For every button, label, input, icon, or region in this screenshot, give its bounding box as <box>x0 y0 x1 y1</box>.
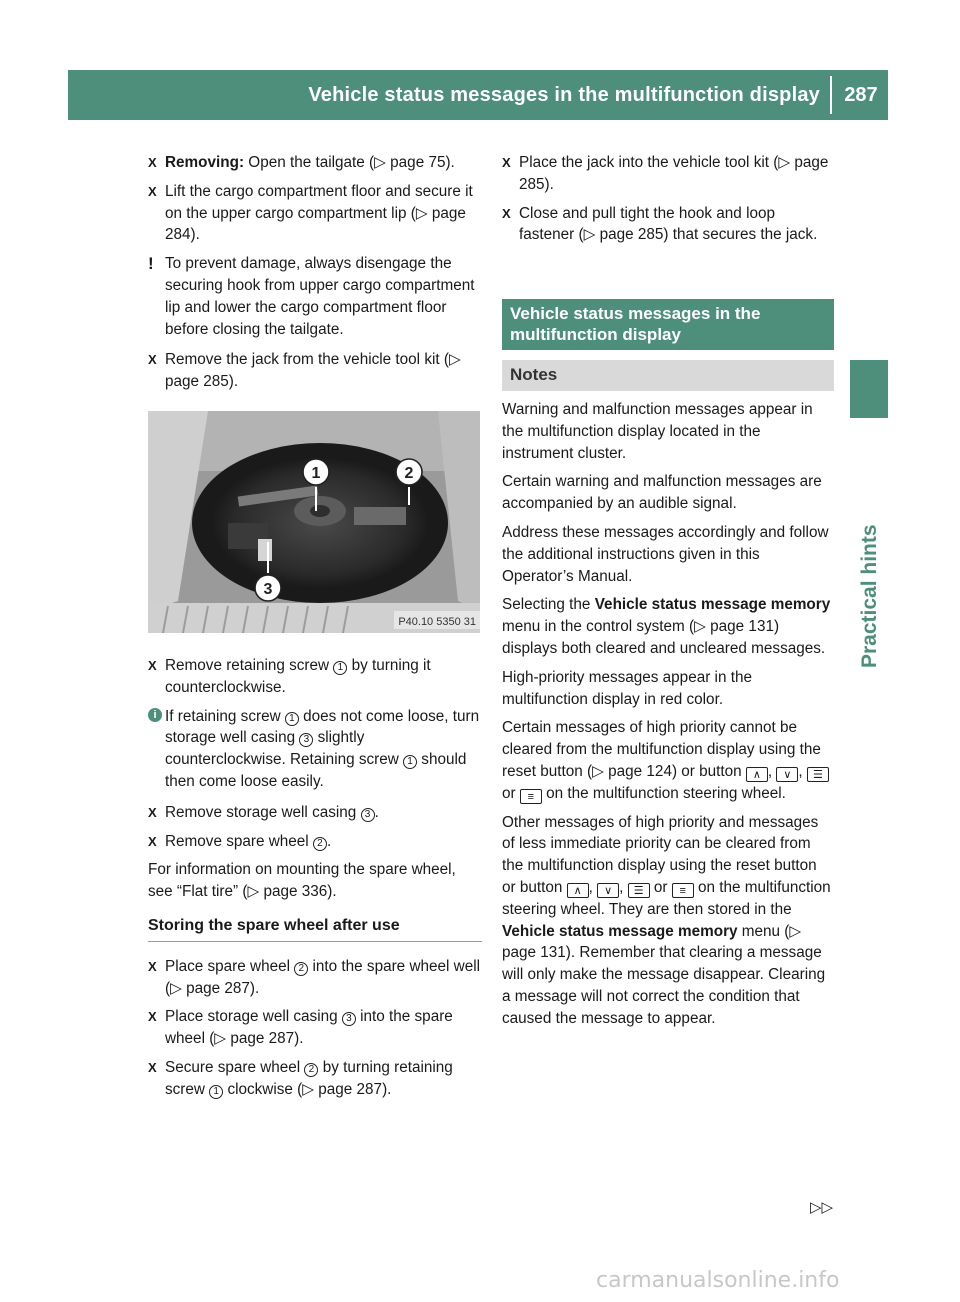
step-text: by turning it counterclockwise. <box>165 656 431 696</box>
step-text: Remove the jack from the vehicle tool kit (▷ page 285). <box>165 351 461 391</box>
step-secure-wheel <box>148 1057 482 1101</box>
phone-accept-icon: ☰ <box>628 883 650 898</box>
text: , <box>588 878 598 896</box>
flat-tire-paragraph: For information on mounting the spare wheel, see “Flat tire” (▷ page 336). <box>148 861 456 901</box>
text: or <box>649 878 672 896</box>
paragraph <box>502 594 834 659</box>
step-marker-icon: X <box>148 1009 157 1025</box>
photo-code: P40.10 5350 31 <box>398 615 476 628</box>
step-remove-jack <box>148 349 482 393</box>
step-text: Place storage well casing <box>165 1008 342 1026</box>
phone-end-icon: ≡ <box>672 883 694 898</box>
step-text: Remove retaining screw <box>165 656 334 674</box>
callout-3: 3 <box>263 580 273 598</box>
step-marker-icon: X <box>148 958 157 974</box>
paragraph <box>502 812 834 1030</box>
step-close-fastener <box>502 203 834 247</box>
down-button-icon: ∨ <box>776 767 798 782</box>
header-bar <box>68 70 888 120</box>
step-text: Remove spare wheel <box>165 832 313 850</box>
callout-ref: 1 <box>403 755 417 769</box>
step-place-jack <box>502 152 834 196</box>
step-text: Place spare wheel <box>165 957 295 975</box>
info-text: slightly counterclockwise. Retaining screw <box>165 729 404 769</box>
warning-note <box>148 253 482 340</box>
step-text: into the spare wheel (▷ page 287). <box>165 1008 453 1048</box>
step-remove-screw <box>148 655 482 699</box>
callout-ref: 3 <box>361 808 375 822</box>
phone-accept-icon: ☰ <box>807 767 829 782</box>
step-marker-icon: X <box>148 183 157 199</box>
callout-ref: 2 <box>304 1063 318 1077</box>
text: , <box>798 762 807 780</box>
paragraph: Certain warning and malfunction messages are accompanied by an audible signal. <box>502 473 822 513</box>
step-text: Secure spare wheel <box>165 1058 305 1076</box>
step-text: Close and pull tight the hook and loop fastener (▷ page 285) that secures the jack. <box>519 204 818 244</box>
down-button-icon: ∨ <box>597 883 619 898</box>
warning-icon: ! <box>148 254 154 274</box>
header-divider <box>830 76 832 114</box>
text: Selecting the <box>502 596 595 614</box>
info-icon: i <box>148 708 162 722</box>
page-title: Vehicle status messages in the multifunction display <box>308 83 820 106</box>
callout-ref: 1 <box>333 661 347 675</box>
step-text: Open the tailgate (▷ page 75). <box>244 154 455 171</box>
info-text: If retaining screw <box>165 707 285 725</box>
watermark: carmanualsonline.info <box>596 1268 840 1293</box>
callout-1: 1 <box>311 464 321 482</box>
section-heading-status-messages: Vehicle status messages in the multifunction display <box>502 299 834 350</box>
step-remove-casing <box>148 802 482 824</box>
text: , <box>619 878 624 896</box>
step-lift-floor <box>148 181 482 246</box>
step-place-wheel <box>148 956 482 1000</box>
paragraph: Warning and malfunction messages appear in the multifunction display located in the instrument cluster. <box>502 400 813 462</box>
callout-ref: 3 <box>342 1012 356 1026</box>
side-tab <box>850 360 888 418</box>
step-remove-wheel <box>148 831 482 853</box>
menu-name: Vehicle status message memory <box>502 922 738 940</box>
paragraph <box>502 717 834 804</box>
callout-ref: 1 <box>209 1085 223 1099</box>
step-marker-icon: X <box>148 1059 157 1075</box>
callout-ref: 1 <box>285 712 299 726</box>
up-button-icon: ∧ <box>567 883 589 898</box>
text: on the multifunction steering wheel. <box>541 784 786 802</box>
page-number: 287 <box>844 83 878 106</box>
up-button-icon: ∧ <box>746 767 768 782</box>
step-place-casing <box>148 1006 482 1050</box>
spare-wheel-illustration <box>148 411 480 633</box>
info-text: does not come loose, turn storage well casing <box>165 707 480 747</box>
warning-text: To prevent damage, always disengage the securing hook from upper cargo compartment lip and lower the cargo compartment floor before closing the tailgate. <box>165 255 475 338</box>
step-removing <box>148 152 482 174</box>
step-text: into the spare wheel well (▷ page 287). <box>165 957 481 997</box>
step-marker-icon: X <box>148 804 157 820</box>
step-text: Place the jack into the vehicle tool kit (▷ page 285). <box>519 154 829 193</box>
callout-ref: 3 <box>299 733 313 747</box>
text: Other messages of high priority and messages of less immediate priority can be cleared from the multifunction display using the reset button or button <box>502 813 819 896</box>
step-marker-icon: X <box>502 205 511 221</box>
info-note <box>148 706 482 793</box>
paragraph: Address these messages accordingly and follow the additional instructions given in this Operator’s Manual. <box>502 523 829 585</box>
phone-end-icon: ≡ <box>520 789 542 804</box>
step-marker-icon: X <box>502 155 511 170</box>
text: or <box>502 784 520 802</box>
continue-arrows-icon: ▷▷ <box>810 1199 834 1216</box>
text: Certain messages of high priority cannot be cleared from the multifunction display using the reset button (▷ page 124) or button <box>502 719 821 780</box>
text: menu in the control system (▷ page 131) displays both cleared and uncleared messages. <box>502 618 826 657</box>
step-text: . <box>374 803 379 821</box>
paragraph: High-priority messages appear in the multifunction display in red color. <box>502 668 752 708</box>
left-column <box>148 152 482 1108</box>
text: , <box>767 762 777 780</box>
text: menu (▷ page 131). Remember that clearing a message will only make the message disappear. Clearing a message will not correct the condition that caused the message to appear. <box>502 922 826 1027</box>
spare-wheel-photo <box>148 411 480 633</box>
section-heading-storing: Storing the spare wheel after use <box>148 915 482 942</box>
step-text: Remove storage well casing <box>165 803 361 821</box>
callout-ref: 2 <box>294 962 308 976</box>
callout-ref: 2 <box>313 837 327 851</box>
step-text: Lift the cargo compartment floor and secure it on the upper cargo compartment lip (▷ page 284). <box>165 182 473 244</box>
callout-2: 2 <box>404 464 414 482</box>
step-text: by turning retaining screw <box>165 1058 453 1098</box>
info-text: should then come loose easily. <box>165 751 467 790</box>
menu-name: Vehicle status message memory <box>594 596 831 614</box>
step-marker-icon: X <box>148 155 157 170</box>
step-marker-icon: X <box>148 352 157 368</box>
subsection-heading-notes: Notes <box>502 360 834 391</box>
right-column <box>502 152 834 1037</box>
text: on the multifunction steering wheel. They are then stored in the <box>502 878 831 918</box>
side-tab-label: Practical hints <box>858 524 881 668</box>
step-text: clockwise (▷ page 287). <box>223 1080 392 1098</box>
step-bold-label: Removing: <box>165 154 245 171</box>
step-marker-icon: X <box>148 657 157 673</box>
step-marker-icon: X <box>148 833 157 849</box>
step-text: . <box>326 832 332 850</box>
